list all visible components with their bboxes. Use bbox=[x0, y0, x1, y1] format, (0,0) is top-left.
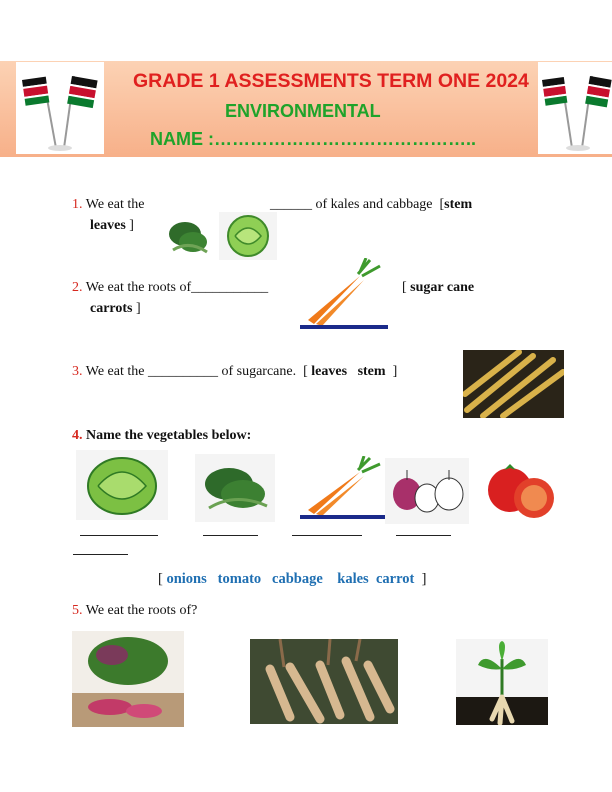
option-cabbage: cabbage bbox=[272, 571, 323, 587]
option-leaves: leaves bbox=[90, 218, 126, 233]
kales-image bbox=[195, 454, 275, 522]
answer-line[interactable] bbox=[396, 535, 451, 536]
onions-image bbox=[385, 458, 469, 524]
option-stem: stem bbox=[357, 364, 386, 379]
cassava-image bbox=[250, 639, 398, 724]
name-field-label: NAME :…………………………………….. bbox=[150, 129, 476, 149]
question-1-line2: leaves ] bbox=[90, 218, 134, 233]
answer-line[interactable] bbox=[203, 535, 258, 536]
option-tomato: tomato bbox=[217, 571, 262, 587]
answer-line[interactable] bbox=[80, 535, 158, 536]
question-2-options: [ sugar cane bbox=[402, 280, 475, 295]
answer-blank: ______ bbox=[270, 197, 312, 212]
option-stem: stem bbox=[444, 197, 473, 212]
question-4: 4. Name the vegetables below: bbox=[72, 428, 252, 443]
cabbage-image bbox=[76, 450, 168, 520]
option-carrot: carrot bbox=[375, 571, 415, 587]
question-number: 5. bbox=[72, 603, 83, 618]
question-1: 1. We eat the bbox=[72, 197, 145, 212]
root-plant-image bbox=[456, 639, 548, 725]
sweet-potato-image bbox=[72, 631, 184, 727]
option-sugar-cane: sugar cane bbox=[410, 280, 475, 295]
answer-line[interactable] bbox=[73, 554, 128, 555]
question-2: 2. We eat the roots of___________ bbox=[72, 280, 269, 295]
sugarcane-image bbox=[463, 350, 564, 418]
carrots-image bbox=[300, 258, 388, 330]
option-carrots: carrots bbox=[90, 301, 133, 316]
tomato-image bbox=[482, 458, 562, 526]
question-1-tail: ______ of kales and cabbage [stem bbox=[270, 197, 473, 212]
page-title: GRADE 1 ASSESSMENTS TERM ONE 2024 bbox=[133, 70, 529, 92]
subject-title: ENVIRONMENTAL bbox=[225, 101, 381, 121]
question-5: 5. We eat the roots of? bbox=[72, 603, 198, 618]
answer-line[interactable] bbox=[292, 535, 362, 536]
cabbage-image bbox=[219, 212, 277, 260]
kenya-flag-left-icon bbox=[16, 62, 104, 154]
answer-blank: ___________ bbox=[191, 280, 269, 295]
question-number: 4. bbox=[72, 428, 83, 443]
question-number: 3. bbox=[72, 364, 83, 379]
question-number: 1. bbox=[72, 197, 83, 212]
option-leaves: leaves bbox=[311, 364, 348, 379]
kales-image bbox=[163, 210, 215, 262]
carrots-image bbox=[300, 456, 386, 520]
answer-blank: __________ bbox=[147, 364, 218, 379]
question-3: 3. We eat the __________ of sugarcane. [ leaves stem ] bbox=[72, 364, 398, 379]
option-onions: onions bbox=[166, 571, 207, 587]
option-kales: kales bbox=[337, 571, 369, 587]
options-list: [ onions tomato cabbage kales carrot ] bbox=[158, 571, 427, 587]
question-number: 2. bbox=[72, 280, 83, 295]
question-2-line2: carrots ] bbox=[90, 301, 141, 316]
